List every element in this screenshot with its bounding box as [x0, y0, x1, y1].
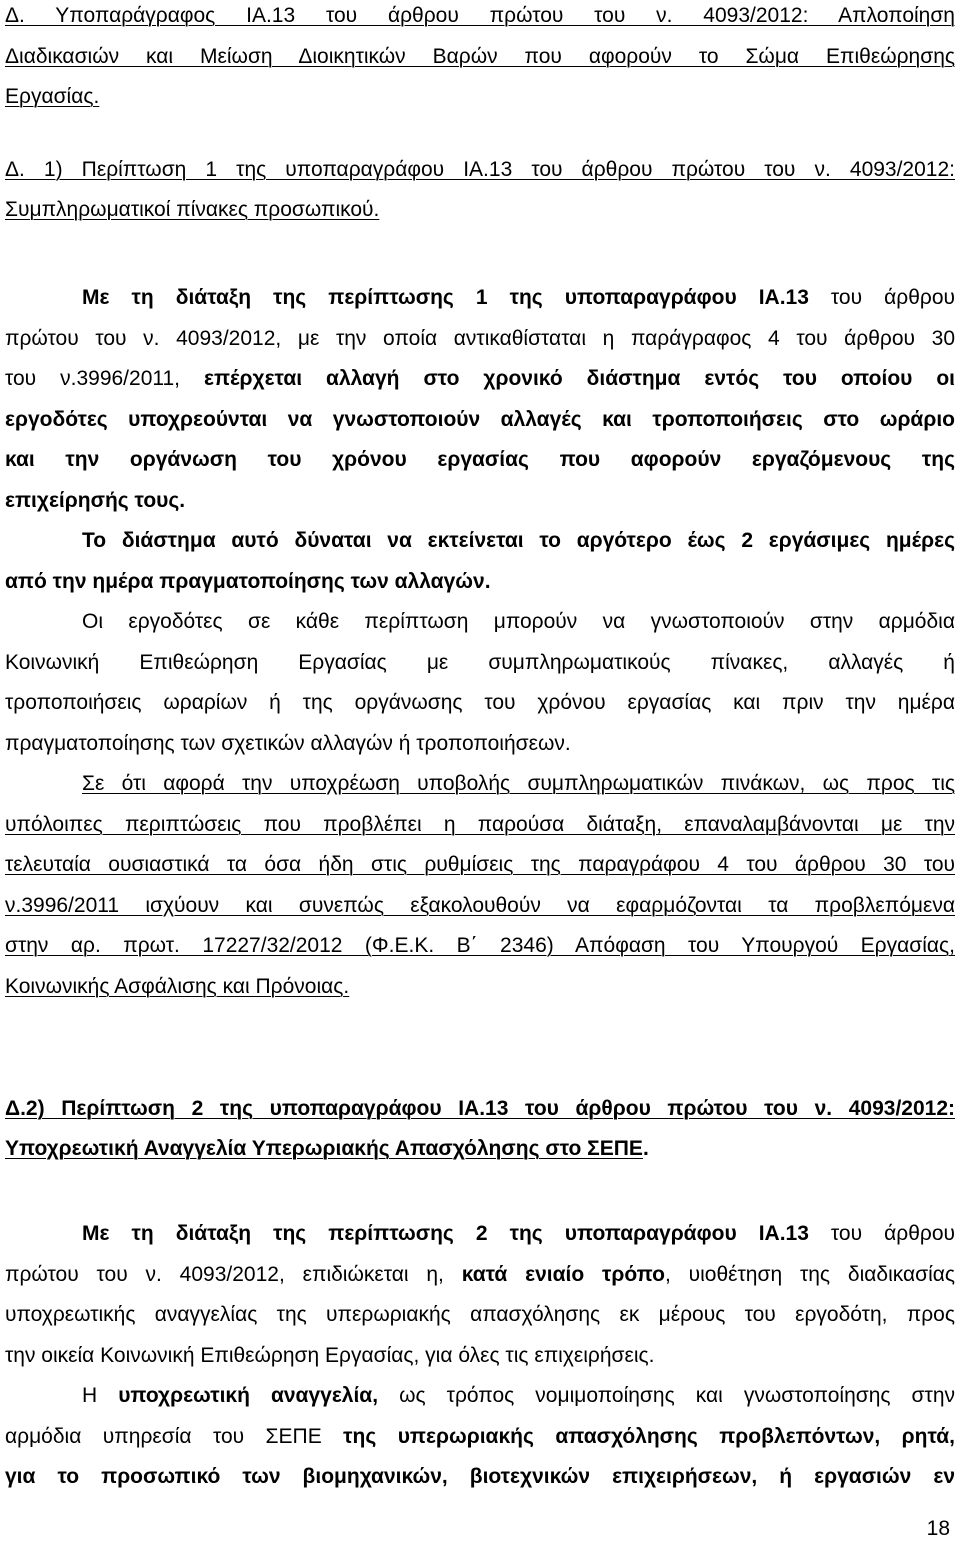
- sec1-p4-line-3: τελευταία ουσιαστικά τα όσα ήδη στις ρυθμίσεις της παραγράφου 4 του άρθρου 30 του: [5, 853, 955, 876]
- section-2-title-line-1: Δ.2) Περίπτωση 2 της υποπαραγράφου ΙΑ.13 του άρθρου πρώτου του ν. 4093/2012:: [5, 1097, 955, 1120]
- sec1-p3-line-1: Οι εργοδότες σε κάθε περίπτωση μπορούν να γνωστοποιούν στην αρμόδια: [82, 610, 955, 633]
- section-2-title-line-2: Υποχρεωτική Αναγγελία Υπερωριακής Απασχόλησης στο ΣΕΠΕ.: [5, 1137, 649, 1160]
- sec2-p1-line-1: Με τη διάταξη της περίπτωσης 2 της υποπαραγράφου ΙΑ.13 του άρθρου: [82, 1222, 955, 1245]
- heading-line-3: Εργασίας.: [5, 85, 100, 108]
- sec2-p2-line-2: αρμόδια υπηρεσία του ΣΕΠΕ της υπερωριακής απασχόλησης προβλεπόντων, ρητά,: [5, 1425, 955, 1448]
- sec1-p1-line-6: επιχείρησής τους.: [5, 489, 186, 512]
- sec2-p2-line-1: Η υποχρεωτική αναγγελία, ως τρόπος νομιμοποίησης και γνωστοποίησης στην: [82, 1384, 955, 1407]
- sec2-p1-line-3: υποχρεωτικής αναγγελίας της υπερωριακής απασχόλησης εκ μέρους του εργοδότη, προς: [5, 1303, 955, 1326]
- sec1-p4-line-2: υπόλοιπες περιπτώσεις που προβλέπει η παρούσα διάταξη, επαναλαμβάνονται με την: [5, 813, 955, 836]
- sec1-p4-line-6: Κοινωνικής Ασφάλισης και Πρόνοιας.: [5, 975, 350, 998]
- sec1-p4-line-5: στην αρ. πρωτ. 17227/32/2012 (Φ.Ε.Κ. Β΄ 2346) Απόφαση του Υπουργού Εργασίας,: [5, 934, 955, 957]
- sec1-p4-line-4: ν.3996/2011 ισχύουν και συνεπώς εξακολουθούν να εφαρμόζονται τα προβλεπόμενα: [5, 894, 955, 917]
- sec1-p4-line-1: Σε ότι αφορά την υποχρέωση υποβολής συμπληρωματικών πινάκων, ως προς τις: [82, 772, 955, 795]
- sec1-p3-line-2: Κοινωνική Επιθεώρηση Εργασίας με συμπληρωματικούς πίνακες, αλλαγές ή: [5, 651, 955, 674]
- sec1-p1-line-1: Με τη διάταξη της περίπτωσης 1 της υποπαραγράφου ΙΑ.13 του άρθρου: [82, 286, 955, 309]
- sec1-p2-line-2: από την ημέρα πραγματοποίησης των αλλαγών.: [5, 570, 491, 593]
- sec1-p3-line-3: τροποποιήσεις ωραρίων ή της οργάνωσης του χρόνου εργασίας και πριν την ημέρα: [5, 691, 955, 714]
- section-1-title-line-1: Δ. 1) Περίπτωση 1 της υποπαραγράφου ΙΑ.13 του άρθρου πρώτου του ν. 4093/2012:: [5, 158, 955, 181]
- sec1-p1-line-4: εργοδότες υποχρεούνται να γνωστοποιούν αλλαγές και τροποποιήσεις στο ωράριο: [5, 408, 955, 431]
- sec2-p1-line-4: την οικεία Κοινωνική Επιθεώρηση Εργασίας, για όλες τις επιχειρήσεις.: [5, 1344, 655, 1367]
- sec1-p1-line-3: του ν.3996/2011, επέρχεται αλλαγή στο χρονικό διάστημα εντός του οποίου οι: [5, 367, 955, 390]
- section-1-title-line-2: Συμπληρωματικοί πίνακες προσωπικού.: [5, 198, 380, 221]
- sec2-p2-line-3: για το προσωπικό των βιομηχανικών, βιοτεχνικών επιχειρήσεων, ή εργασιών εν: [5, 1465, 955, 1488]
- sec1-p1-line-2: πρώτου του ν. 4093/2012, με την οποία αντικαθίσταται η παράγραφος 4 του άρθρου 30: [5, 327, 955, 350]
- sec1-p2-line-1: Το διάστημα αυτό δύναται να εκτείνεται το αργότερο έως 2 εργάσιμες ημέρες: [82, 529, 955, 552]
- sec1-p1-line-5: και την οργάνωση του χρόνου εργασίας που αφορούν εργαζόμενους της: [5, 448, 955, 471]
- page-number: 18: [926, 1517, 950, 1540]
- sec1-p3-line-4: πραγματοποίησης των σχετικών αλλαγών ή τροποποιήσεων.: [5, 732, 571, 755]
- sec2-p1-line-2: πρώτου του ν. 4093/2012, επιδιώκεται η, κατά ενιαίο τρόπο, υιοθέτηση της διαδικασίας: [5, 1263, 955, 1286]
- heading-line-2: Διαδικασιών και Μείωση Διοικητικών Βαρών που αφορούν το Σώμα Επιθεώρησης: [5, 45, 955, 68]
- heading-line-1: Δ. Υποπαράγραφος ΙΑ.13 του άρθρου πρώτου του ν. 4093/2012: Απλοποίηση: [5, 4, 955, 27]
